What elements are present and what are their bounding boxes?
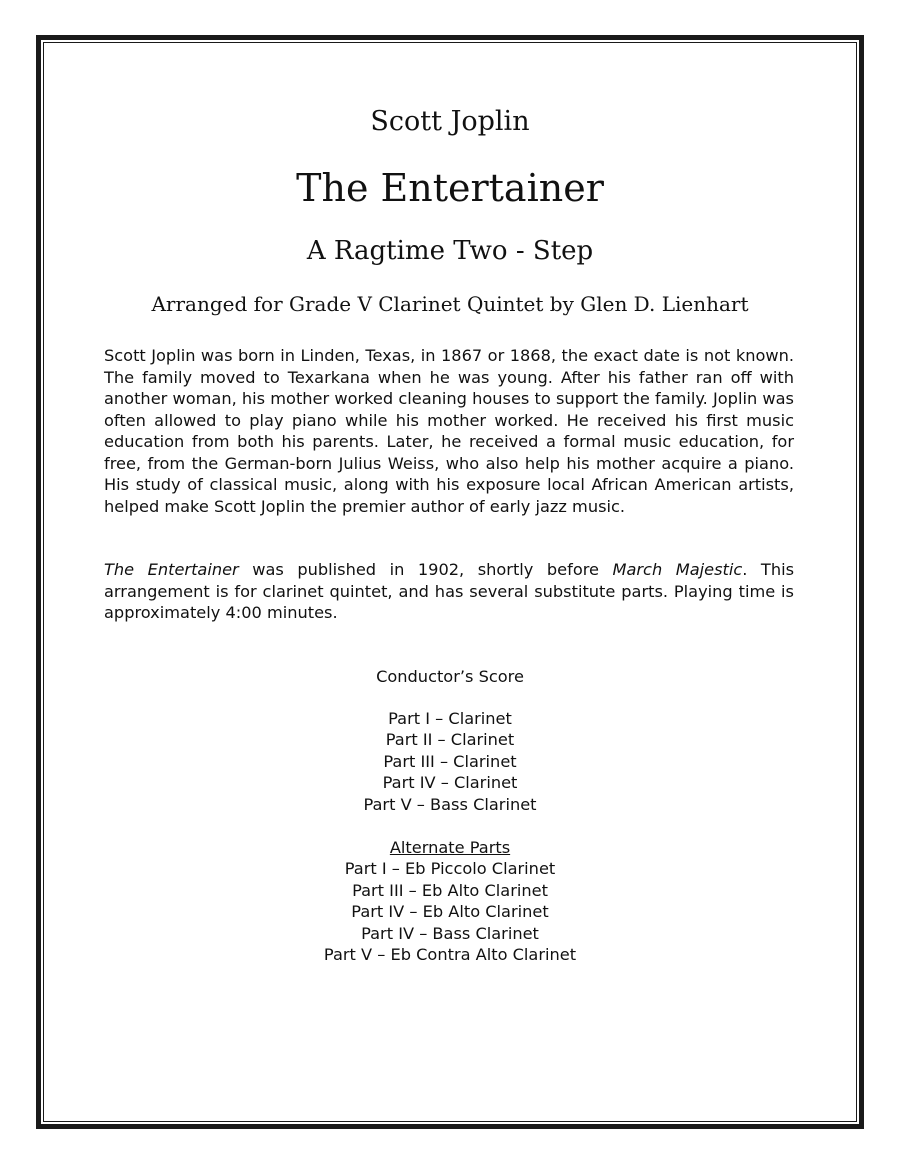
piece-title: The Entertainer: [296, 166, 604, 210]
other-work-italic: March Majestic: [612, 560, 743, 579]
publication-text-1: was published in 1902, shortly before: [238, 560, 613, 579]
list-item: Part II – Clarinet: [385, 730, 515, 750]
list-item: Part IV – Bass Clarinet: [361, 923, 539, 943]
list-item: Part V – Bass Clarinet: [363, 794, 537, 814]
list-item: Part I – Clarinet: [388, 709, 512, 728]
list-item: Part V – Eb Contra Alto Clarinet: [323, 945, 577, 965]
alternate-parts-list: [0, 837, 900, 965]
publication-text-2: . This arrangement is for clarinet quintet, and has several substitute parts. Playing time is approximately 4:00 minutes.: [104, 560, 795, 622]
list-item: Part IV – Eb Alto Clarinet: [351, 902, 549, 922]
list-item: Conductor’s Score: [376, 667, 524, 686]
alternate-parts-heading: Alternate Parts: [389, 838, 511, 857]
list-item: Part III – Clarinet: [383, 751, 517, 771]
biography-paragraph: Scott Joplin was born in Linden, Texas, in 1867 or 1868, the exact date is not known. The family moved to Texarkana when he was young. After his father ran off with another woman, his mother worked cleaning houses to support the family. Joplin was often allowed to play piano while his mother worked. He received his first music education from both his parents. Later, he received a formal music education, for free, from the German-born Julius Weiss, who also help his mother acquire a piano. His study of classical music, along with his exposure local African American artists, helped make Scott Joplin the premier author of early jazz music.: [104, 346, 794, 516]
list-item: Part IV – Clarinet: [382, 773, 518, 793]
work-title-italic: The Entertainer: [104, 560, 239, 579]
piece-subtitle: A Ragtime Two - Step: [306, 236, 594, 266]
list-item: Part I – Eb Piccolo Clarinet: [344, 859, 556, 879]
conductor-score-label: [0, 666, 900, 687]
list-item: Part III – Eb Alto Clarinet: [352, 880, 548, 900]
publication-paragraph: [104, 559, 794, 624]
composer-name: Scott Joplin: [370, 106, 530, 137]
arranger-line: Arranged for Grade V Clarinet Quintet by Glen D. Lienhart: [151, 292, 749, 316]
main-parts-list: [0, 708, 900, 815]
